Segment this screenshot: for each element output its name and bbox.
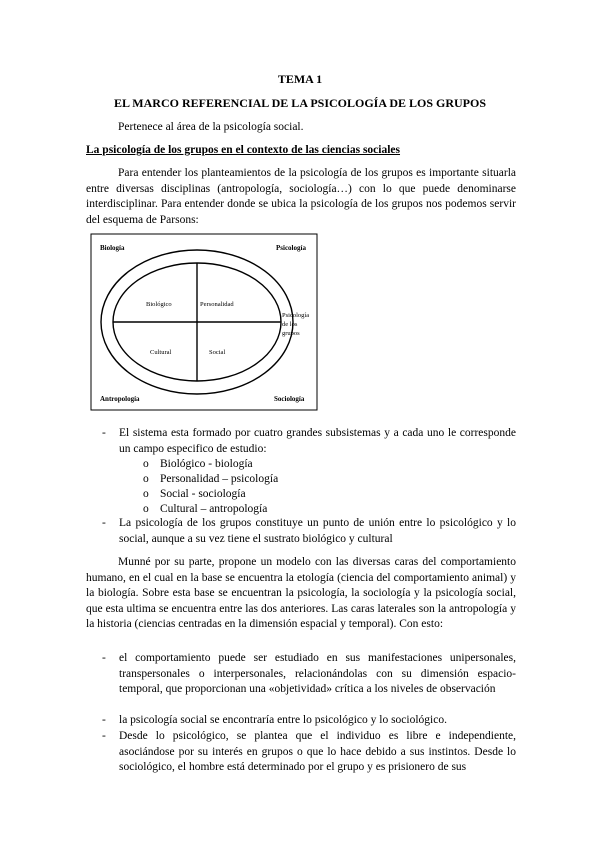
- subitem: o Cultural – antropología: [143, 503, 268, 515]
- corner-antropologia-label: Antropología: [100, 395, 140, 403]
- intro-text: Pertenece al área de la psicología social.: [118, 121, 304, 133]
- list-item: - Desde lo psicológico, se plantea que el individuo es libre e independiente, asociándose por su interés en grupos o que lo hace debido a sus instintos. Desde lo sociológico, el hombre está determinado por el grupo y es prisionero de sus: [102, 730, 516, 773]
- quadrant-social-label: Social: [209, 349, 226, 356]
- subitem: o Social - sociología: [143, 488, 246, 500]
- page-title: EL MARCO REFERENCIAL DE LA PSICOLOGÍA DE LOS GRUPOS: [113, 96, 487, 110]
- quadrant-personalidad-label: Personalidad: [200, 301, 234, 308]
- list-item: - la psicología social se encontraría entre lo psicológico y lo sociológico.: [102, 714, 447, 726]
- quadrant-biologico-label: Biológico: [146, 301, 172, 308]
- list-item: - La psicología de los grupos constituye un punto de unión entre lo psicológico y lo social, aunque a su vez tiene el sustrato biológico y cultural: [102, 517, 516, 545]
- quadrant-cultural-label: Cultural: [150, 349, 172, 356]
- subitem: o Personalidad – psicología: [143, 473, 279, 485]
- list-item: - El sistema esta formado por cuatro grandes subsistemas y a cada uno le corresponde un campo especifico de estudio:: [102, 427, 516, 455]
- corner-psicologia-label: Psicología: [276, 244, 306, 252]
- parsons-diagram: [90, 233, 318, 411]
- corner-biologia-label: Biología: [100, 244, 125, 252]
- section-title: La psicología de los grupos en el contexto de las ciencias sociales: [86, 144, 401, 156]
- list-item: - el comportamiento puede ser estudiado en sus manifestaciones unipersonales, transpersonales o interpersonales, relacionándolas con su dimensión espacio-temporal, que proporcionan una «objetividad» crítica a los niveles de observación: [102, 652, 516, 695]
- side-label-line3: grupos: [282, 330, 300, 337]
- paragraph-parsons: Para entender los planteamientos de la psicología de los grupos es importante situarla entre diversas disciplinas (antropología, sociología…) con lo que puede denominarse interdisciplinar. Para entender donde se ubica la psicología de los grupos nos podemos servir del esquema de Parsons:: [86, 167, 516, 226]
- corner-sociologia-label: Sociología: [274, 395, 305, 403]
- tema-heading: TEMA 1: [277, 72, 323, 86]
- paragraph-munne: Munné por su parte, propone un modelo con las diversas caras del comportamiento humano, en el cual en la base se encuentra la etología (ciencia del comportamiento animal) y la biología. Sobre esta base se encuentran la psicología, la sociología y la psicología social, que esta ultima se encuentra entre las dos anteriores. Las caras laterales son la antropología y la historia (ciencias centradas en la dimensión espacial y temporal). Con esto:: [86, 556, 516, 630]
- subitem: o Biológico - biología: [143, 458, 253, 470]
- side-label-line2: de los: [282, 321, 298, 328]
- side-label-line1: Psicología: [282, 312, 310, 319]
